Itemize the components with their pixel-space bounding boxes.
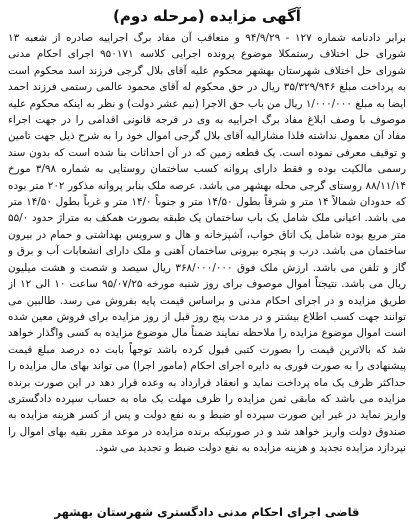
notice-title: آگهی مزایده (مرحله دوم) [113,7,301,25]
notice-body: برابر دادنامه شماره ۱۲۷ - ۹۴/۹/۲۹ و متعاقب آن مفاد برگ اجراییه صادره از شعبه ۱۳ شورای حل اختلاف رستمکلا موضوع پرونده اجرایی کلاسه ۹۵۰۱۷۱ اجرای احکام مدنی شورای حل اختلاف شهرستان بهشهر محکوم علیه آقای بلال گرجی فرزند اسد محکوم است به پرداخت مبلغ ۳۵/۳۲۹/۹۴۶ ریال در حق محکوم له آقای محمود عالمی رستمی فرزند احمد ایضا به مبلغ ۱/۰۰۰/۰۰۰ ریال من باب حق الاجرا (نیم عشر دولت) و نظر به اینکه محکوم علیه موصوف با وصف ابلاغ مفاد برگ اجراییه به وی در فرجه قانونی اقدامی را در جهت اجراء مفاد آن معمول نداشته فلذا مشارالیه آقای بلال گرجی اموال خود را به شرح ذیل جهت تامین و توقیف معرفی نموده است. یک قطعه زمین که در آن احداثات بنا شده است که بدون سند رسمی مالکیت بوده و فقط دارای پروانه کسب ساختمان روستایی به شماره ۳/۹۸ مورخ ۸۸/۱۱/۱۴ روستای گرجی محله بهشهر می باشد. عرصه ملک بنابر پروانه مذکور ۲۰۲ متر بوده که حدودان شمالاً ۱۴ متر و شرقاً بطول ۱۴/۵۰ متر و جنوباً ۱۴/۰ متر و غرباً بطول ۱۴/۵۰ متر می باشد. اعیانی ملک شامل یک باب ساختمان یک طبقه بصورت همکف به متراژ حدود ۵۵/۰ متر مربع بوده شامل یک اتاق خواب، آشپزخانه و هال و سرویس بهداشتی و حمام در بیرون ساختمان می باشد. درب و پنجره بیرونی ساختمان آهنی و ملک دارای انشعابات آب و برق و گاز و تلفن می باشد. ارزش ملک فوق ۳۶۸/۰۰۰/۰۰۰ ریال سیصد و شصت و هشت میلیون ریال می باشد. نتیجتاً اموال موصوف برای روز شنبه مورخه ۹۵/۰۷/۲۵ ساعت ۱۰ الی ۱۲ از طریق مزایده و در اجرای احکام مدنی و براساس قیمت پایه بفروش می رسد. طالبین می توانند جهت کسب اطلاع بیشتر و در مدت پنج روز قبل از روز مزایده برای فروش معین شده است اموال موضوع مزایده را ملاحظه نمایند ضمناً مال موضوع مزایده به کسی واگذار خواهد شد که بالاترین قیمت را بصورت کتبی قبول کرده باشد توجهاً بابت ده درصد مبلغ قیمت پیشنهادی را به صورت فوری به دایره اجرای احکام (مامور اجرا) می تواند بهای مال مزایده را حداکثر ظرف یک ماه پرداخت نماید و انعقاد قرارداد به وعده قرار دهد در این صورت برنده مزایده می باشد که مابقی ثمن مزایده را ظرف مهلت یک ماه به حساب سپرده دادگستری واریز نماید در غیر این صورت سپرده او ضبط و به نفع دولت و پس از کسر هزینه مزایده به صندوق دولت واریز خواهد شد و در صورتیکه برنده مزایده در موعد مقرر بقیه بهای اموال را نپردازد مزایده تجدید و هزینه مزایده به نفع دولت ضبط و تجدید می شود. [8,32,406,455]
notice-signature: قاضی اجرای احکام مدنی دادگستری شهرستان بهشهر [54,505,360,519]
